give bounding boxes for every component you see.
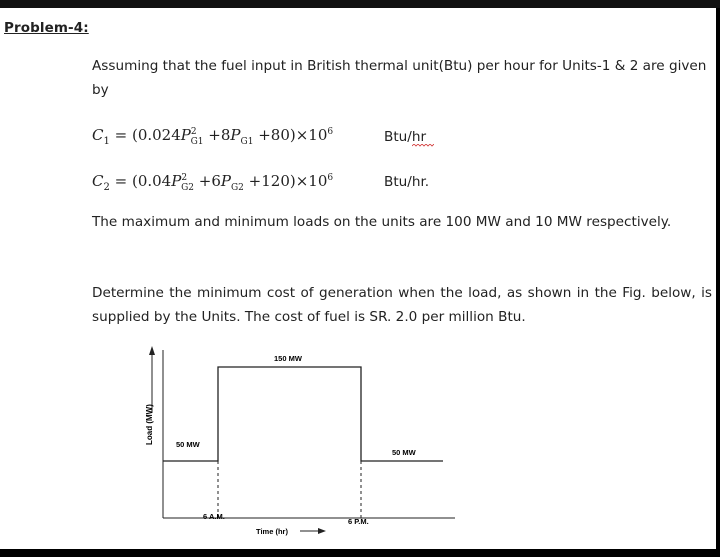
limits-paragraph: The maximum and minimum loads on the units are 100 MW and 10 MW respectively. [92,214,672,230]
load-profile [163,367,443,461]
equation-unit-1-unit: Btu/hr [384,129,427,145]
x-axis-label: Time (hr) [256,527,288,536]
label-right-load: 50 MW [392,448,416,457]
x-axis-arrowhead [318,528,326,534]
label-left-load: 50 MW [176,440,200,449]
y-axis-arrowhead [149,346,155,355]
tick-6pm: 6 P.M. [348,517,369,526]
question-paragraph: Determine the minimum cost of generation when the load, as shown in the Fig. below, is supplied by the Units. The cost of fuel is SR. 2.0 per million Btu. [92,285,712,325]
tick-6am: 6 A.M. [203,512,225,521]
y-axis-label: Load (MW) [145,404,154,445]
label-peak-load: 150 MW [274,354,302,363]
equation-unit-2: $C_2 = (0.04P^2_{G2} +6P_{G2} +120)\times 10^6$ [92,172,334,193]
problem-heading: Problem-4: [4,20,89,36]
document-page [0,8,716,549]
top-border [0,0,720,8]
intro-paragraph: Assuming that the fuel input in British thermal unit(Btu) per hour for Units-1 & 2 are given by [92,58,707,98]
load-curve-figure [0,8,716,549]
equation-unit-2-unit: Btu/hr. [384,174,430,190]
equation-unit-1: $C_1 = (0.024P^2_{G1} +8P_{G1} +80)\times 10^6$ [92,126,334,147]
